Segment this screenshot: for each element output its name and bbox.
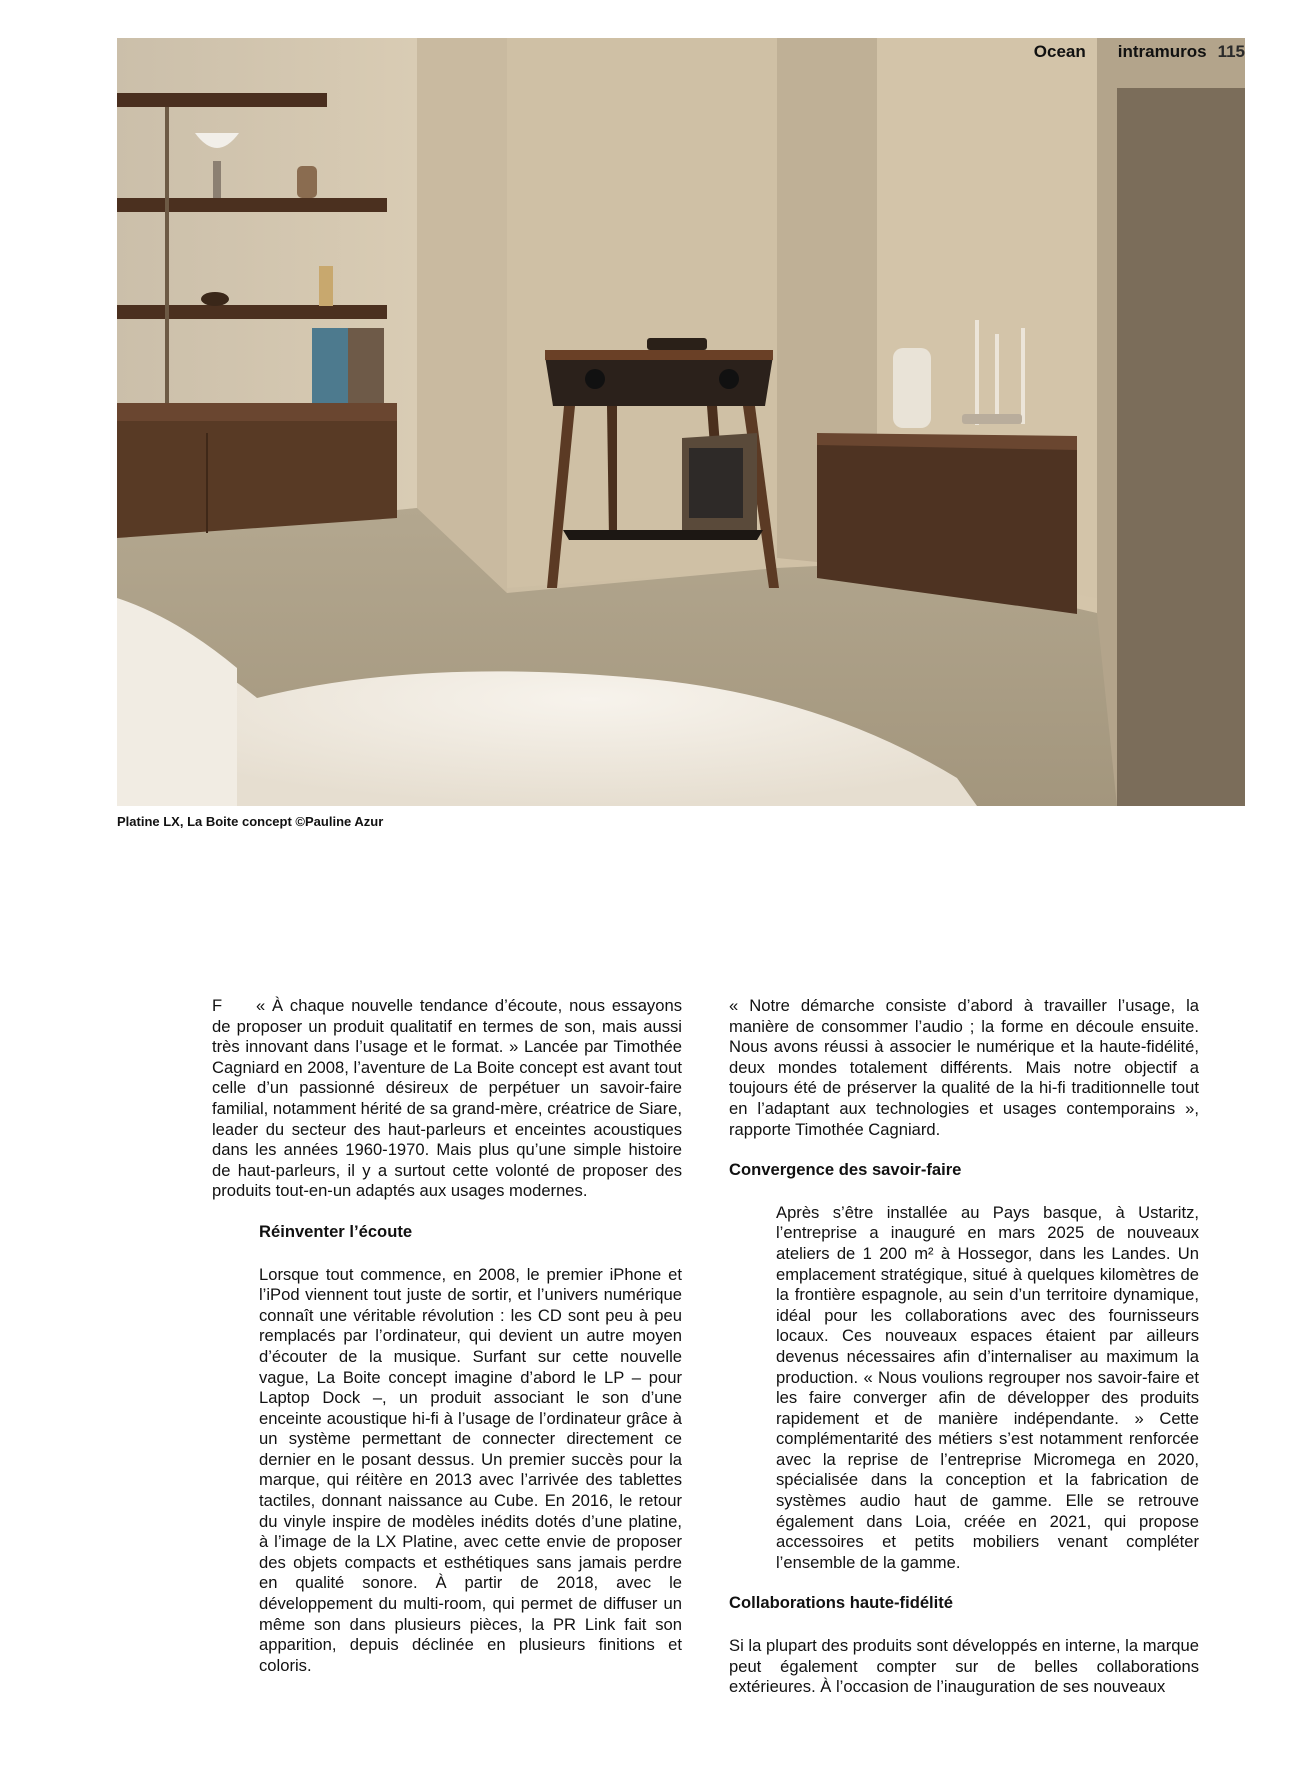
section-heading: Collaborations haute-fidélité bbox=[729, 1593, 954, 1613]
body-paragraph: Lorsque tout commence, en 2008, le premier iPhone et l’iPod viennent tout juste de sortir, et l’univers numérique connaît une véritable révolution : les CD sont peu à peu remplacés par l’ordinateur, qui devient un autre moyen d’écouter de la musique. Surfant sur cette nouvelle vague, La Boite concept imagine d’abord le LP – pour Laptop Dock –, un produit associant le son d’une enceinte acoustique hi-fi à l’usage de l’ordinateur grâce à un système permettant de connecter directement ce dernier en le posant dessus. Un premier succès pour la marque, qui réitère en 2013 avec l’arrivée des tablettes tactiles, donnant naissance au Cube. En 2016, le retour du vinyle inspire de modèles inédits dotés d’une platine, à l’image de la LX Platine, avec cette envie de proposer des objets compacts et esthétiques sans jamais perdre en qualité sonore. À partir de 2018, avec le développement du multi-room, qui permet de diffuser un même son dans plusieurs pièces, la PR Link fait son apparition, depuis déclinée en plusieurs finitions et coloris. bbox=[259, 1264, 682, 1675]
page-number: 115 bbox=[1217, 42, 1245, 61]
section-heading: Réinventer l’écoute bbox=[259, 1221, 413, 1241]
intro-paragraph bbox=[212, 996, 682, 1202]
running-header bbox=[1034, 42, 1245, 62]
room-photo bbox=[117, 38, 1245, 806]
room-illustration bbox=[117, 38, 1245, 806]
magazine-name: intramuros bbox=[1117, 42, 1207, 61]
quote-paragraph: « Notre démarche consiste d’abord à travailler l’usage, la manière de consommer l’audio ; la forme en découle ensuite. Nous avons réussi à associer le numérique et la haute-fidélité, deux mondes totalement différents. Mais notre objectif a toujours été de préserver la qualité de la hi-fi traditionnelle tout en l’adaptant aux technologies et usages contemporains », rapporte Timothée Cagniard. bbox=[729, 996, 1199, 1139]
section-label: Ocean bbox=[1033, 42, 1086, 61]
section-heading: Convergence des savoir-faire bbox=[729, 1160, 962, 1180]
photo-caption: Platine LX, La Boite concept ©Pauline Azur bbox=[117, 814, 384, 829]
right-column bbox=[729, 996, 1199, 1698]
intro-text: « À chaque nouvelle tendance d’écoute, nous essayons de proposer un produit qualitatif en termes de son, mais aussi très innovant dans l’usage et le format. » Lancée par Timothée Cagniard en 2008, l’aventure de La Boite concept est avant tout celle d’un passionné désireux de perpétuer un savoir-faire familial, notamment hérité de sa grand-mère, créatrice de Siare, leader du secteur des haut-parleurs et enceintes acoustiques dans les années 1960-1970. Mais plus qu’une simple histoire de haut-parleurs, il y a surtout cette volonté de proposer des produits tout-en-un adaptés aux usages modernes. bbox=[212, 996, 682, 1201]
body-paragraph: Après s’être installée au Pays basque, à Ustaritz, l’entreprise a inauguré en mars 2025 de nouveaux ateliers de 1 200 m² à Hossegor, dans les Landes. Un emplacement stratégique, situé à quelques kilomètres de la frontière espagnole, au sein d’un territoire dynamique, idéal pour les collaborations avec des fournisseurs locaux. Ces nouveaux espaces étaient par ailleurs devenus nécessaires afin d’internaliser au maximum la production. « Nous voulions regrouper nos savoir-faire et les faire converger afin de développer des produits rapidement et de manière indépendante. » Cette complémentarité des métiers s’est notamment renforcée avec la reprise de l’entreprise Micromega en 2020, spécialisée dans la conception et la fabrication de systèmes audio haut de gamme. Elle se retrouve également dans Loia, créée en 2021, qui propose accessoires et petits mobiliers venant compléter l’ensemble de la gamme. bbox=[776, 1202, 1199, 1572]
body-paragraph: Si la plupart des produits sont développés en interne, la marque peut également compter sur de belles collaborations extérieures. À l’occasion de l’inauguration de ses nouveaux bbox=[729, 1636, 1199, 1697]
drop-letter: F bbox=[212, 996, 223, 1015]
left-column bbox=[212, 996, 682, 1676]
